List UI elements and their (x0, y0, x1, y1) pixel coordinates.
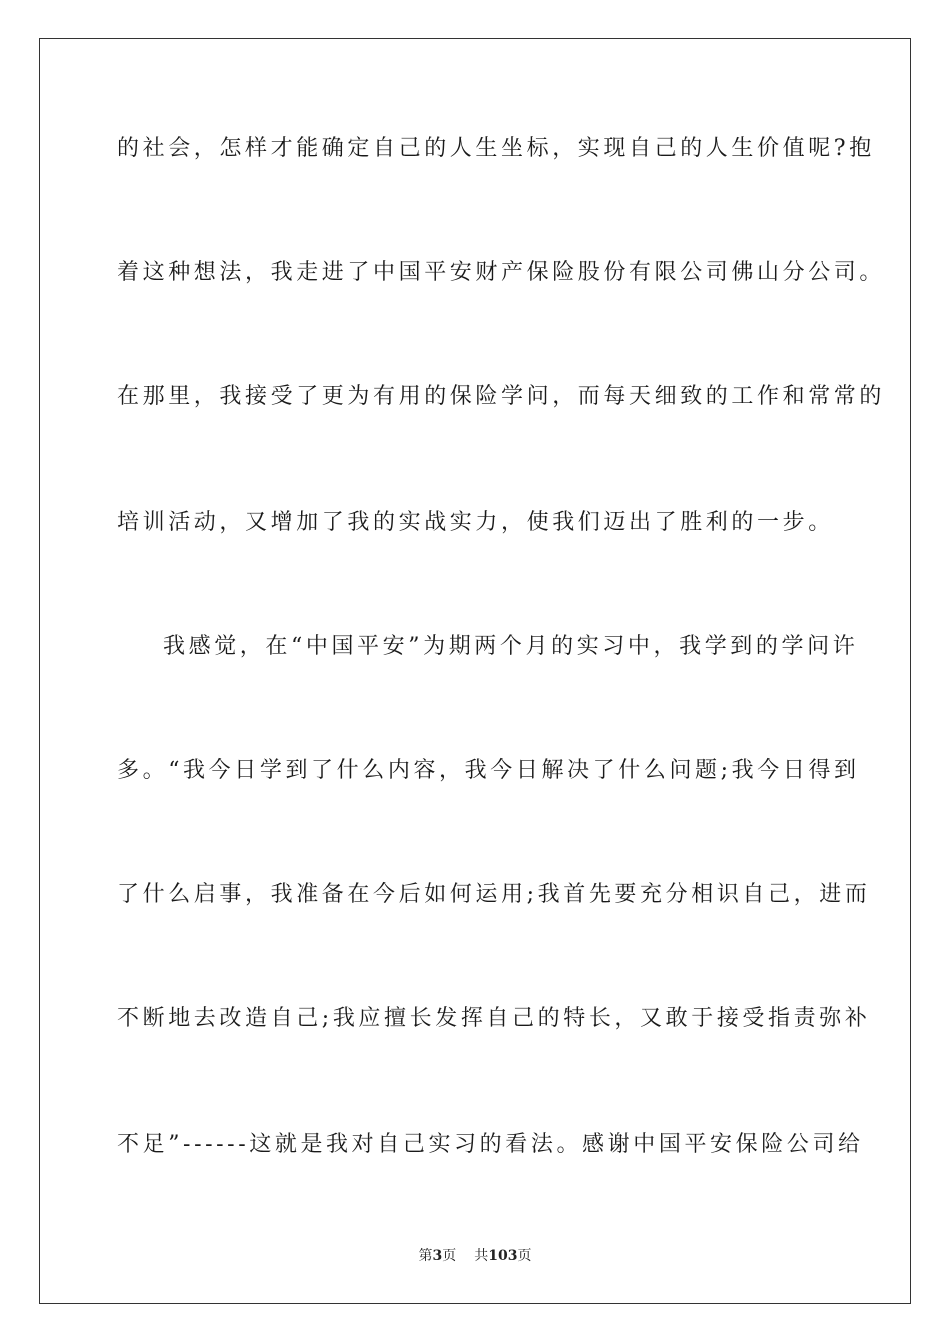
footer-total-suffix: 页 (517, 1248, 532, 1264)
text-line-1: 的社会，怎样才能确定自己的人生坐标，实现自己的人生价值呢?抱 (117, 136, 875, 161)
text-line-9: 不足”------这就是我对自己实习的看法。感谢中国平安保险公司给 (117, 1132, 864, 1157)
footer-page-number: 3 (432, 1248, 443, 1264)
footer-total-number: 103 (488, 1248, 518, 1264)
text-line-5: 我感觉，在“中国平安”为期两个月的实习中，我学到的学问许 (163, 634, 859, 659)
text-line-7: 了什么启事，我准备在今后如何运用;我首先要充分相识自己，进而 (117, 882, 871, 907)
text-line-8: 不断地去改造自己;我应擅长发挥自己的特长，又敢于接受指责弥补 (117, 1006, 871, 1031)
footer-total-prefix: 共 (474, 1248, 489, 1264)
text-line-4: 培训活动，又增加了我的实战实力，使我们迈出了胜利的一步。 (117, 510, 834, 535)
footer-page-suffix: 页 (442, 1248, 457, 1264)
text-line-2: 着这种想法，我走进了中国平安财产保险股份有限公司佛山分公司。 (117, 260, 886, 285)
footer-page-prefix: 第 (418, 1248, 433, 1264)
text-line-3: 在那里，我接受了更为有用的保险学问，而每天细致的工作和常常的 (117, 384, 886, 409)
page-footer (0, 1246, 950, 1266)
text-line-6: 多。“我今日学到了什么内容，我今日解决了什么问题;我今日得到 (117, 758, 860, 783)
page-border (39, 38, 911, 1304)
